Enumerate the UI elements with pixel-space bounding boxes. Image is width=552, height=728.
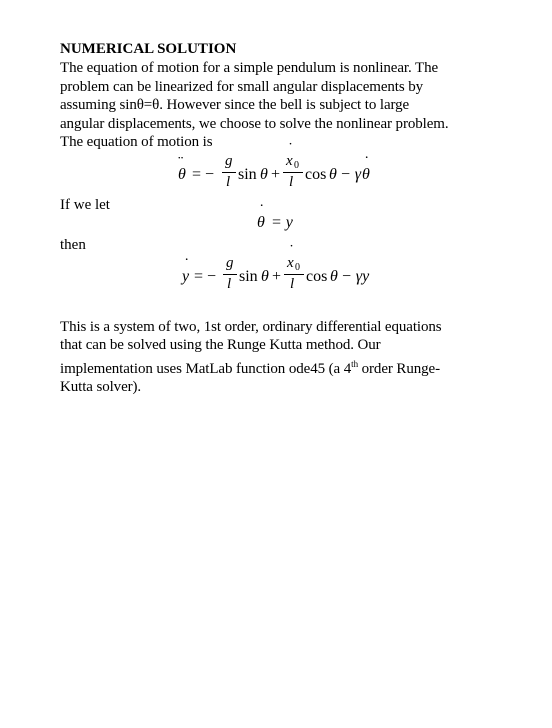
outro-line: This is a system of two, 1st order, ordinary differential equations: [60, 318, 442, 335]
document-page: [60, 40, 500, 397]
outro-line: Kutta solver).: [60, 379, 142, 395]
eq1-l2: l: [289, 173, 294, 190]
eq3-l2: l: [290, 275, 295, 292]
intro-line: angular displacements, we choose to solve the nonlinear problem.: [60, 115, 449, 132]
eq1-lhs: θ ¨: [178, 166, 186, 184]
eq3-lhs: y ˙: [182, 268, 189, 286]
eq2-rhs: = y: [271, 213, 293, 231]
eq3-x-sub: 0: [295, 261, 300, 273]
outro-paragraph: [60, 318, 500, 397]
eq3-minus-gamma-y: − γy: [341, 267, 370, 285]
then-text: then: [60, 236, 86, 253]
section-heading: NUMERICAL SOLUTION: [60, 41, 237, 57]
intro-line: The equation of motion is: [60, 134, 213, 150]
intro-line: assuming sinθ=θ. However since the bell is subject to large: [60, 97, 410, 113]
equation-of-motion: [60, 152, 500, 196]
eq3-frac2-bar: [284, 274, 304, 275]
eq3-x: x ˙: [287, 255, 294, 272]
intro-line: problem can be linearized for small angular displacements by: [60, 78, 424, 95]
eq3-equals: = −: [194, 267, 217, 285]
if-we-let-text: If we let: [60, 196, 110, 213]
eq1-theta1: θ: [260, 165, 268, 183]
eq1-sin: sin: [238, 165, 257, 183]
eq1-x-sub: 0: [294, 159, 299, 171]
eq3-theta1: θ: [261, 267, 269, 285]
eq1-x: x ˙: [286, 153, 293, 170]
eq1-cos: cos: [305, 165, 327, 183]
eq3-l1: l: [227, 275, 232, 292]
eq2-lhs: θ ˙: [257, 214, 265, 232]
eq3-frac1-bar: [223, 274, 237, 275]
eq3-plus: +: [272, 267, 282, 285]
eq1-minus-gamma: − γ: [340, 165, 362, 183]
intro-paragraph: [60, 59, 500, 152]
outro-line3-start: implementation uses MatLab function ode45 (a 4: [60, 360, 352, 377]
eq3-sin: sin: [239, 267, 258, 285]
outro-line: that can be solved using the Runge Kutta method. Our: [60, 337, 381, 353]
eq3-g: g: [226, 254, 234, 271]
eq1-frac1-bar: [222, 172, 236, 173]
eq1-theta-dot: θ ˙: [362, 166, 370, 184]
outro-line3-end: order Runge-: [357, 360, 440, 377]
eq3-cos: cos: [306, 267, 328, 285]
eq1-equals: = −: [192, 165, 215, 183]
eq1-l1: l: [226, 173, 231, 190]
ordinal-superscript: th: [351, 358, 358, 369]
eq1-g: g: [225, 152, 233, 169]
eq1-plus: +: [271, 165, 281, 183]
eq3-theta2: θ: [330, 267, 338, 285]
substitution-equation: [60, 214, 500, 236]
eq1-frac2-bar: [283, 172, 303, 173]
intro-line: The equation of motion for a simple pendulum is nonlinear. The: [60, 60, 439, 76]
eq1-theta2: θ: [329, 165, 337, 183]
outro-line: [60, 355, 500, 379]
first-order-equation: [60, 254, 500, 302]
